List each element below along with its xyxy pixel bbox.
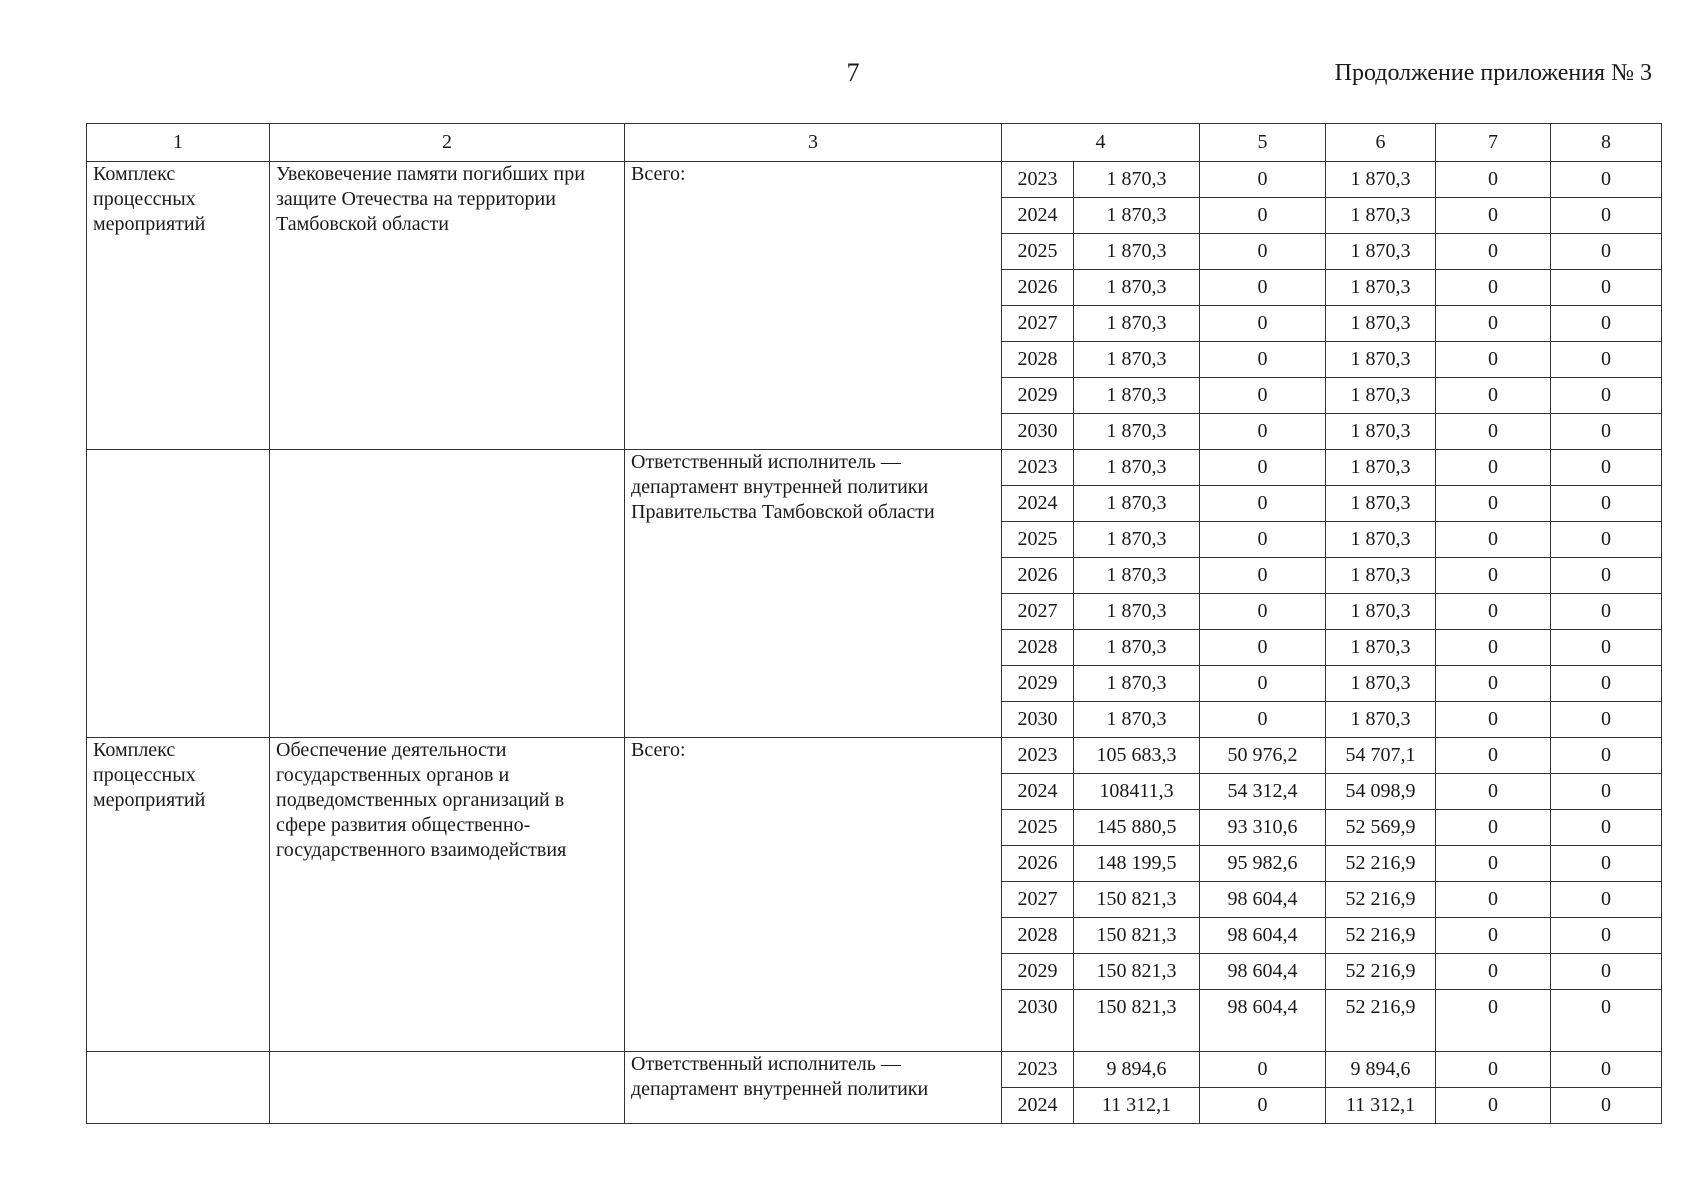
year-cell: 2024 xyxy=(1002,774,1074,810)
value-cell-6: 1 870,3 xyxy=(1326,630,1436,666)
value-cell-6: 52 216,9 xyxy=(1326,954,1436,990)
value-cell-4: 145 880,5 xyxy=(1074,810,1200,846)
value-cell-6: 54 098,9 xyxy=(1326,774,1436,810)
value-cell-7: 0 xyxy=(1436,882,1551,918)
year-cell: 2025 xyxy=(1002,810,1074,846)
value-cell-5: 0 xyxy=(1200,306,1326,342)
header-cell-8: 8 xyxy=(1551,124,1662,162)
table-row xyxy=(87,1052,1662,1088)
value-cell-7: 0 xyxy=(1436,558,1551,594)
value-cell-4: 150 821,3 xyxy=(1074,882,1200,918)
value-cell-8: 0 xyxy=(1551,846,1662,882)
value-cell-6: 52 216,9 xyxy=(1326,990,1436,1052)
value-cell-4: 1 870,3 xyxy=(1074,378,1200,414)
value-cell-8: 0 xyxy=(1551,342,1662,378)
value-cell-6: 52 216,9 xyxy=(1326,846,1436,882)
year-cell: 2026 xyxy=(1002,270,1074,306)
year-cell: 2023 xyxy=(1002,738,1074,774)
value-cell-7: 0 xyxy=(1436,702,1551,738)
value-cell-5: 0 xyxy=(1200,450,1326,486)
value-cell-7: 0 xyxy=(1436,774,1551,810)
value-cell-7: 0 xyxy=(1436,234,1551,270)
budget-table xyxy=(86,123,1662,1124)
value-cell-4: 1 870,3 xyxy=(1074,702,1200,738)
value-cell-7: 0 xyxy=(1436,846,1551,882)
year-cell: 2026 xyxy=(1002,558,1074,594)
value-cell-8: 0 xyxy=(1551,270,1662,306)
year-cell: 2030 xyxy=(1002,414,1074,450)
value-cell-4: 1 870,3 xyxy=(1074,414,1200,450)
value-cell-6: 1 870,3 xyxy=(1326,666,1436,702)
value-cell-8: 0 xyxy=(1551,198,1662,234)
value-cell-6: 1 870,3 xyxy=(1326,450,1436,486)
value-cell-8: 0 xyxy=(1551,378,1662,414)
value-cell-7: 0 xyxy=(1436,198,1551,234)
value-cell-6: 1 870,3 xyxy=(1326,378,1436,414)
value-cell-4: 1 870,3 xyxy=(1074,270,1200,306)
value-cell-6: 54 707,1 xyxy=(1326,738,1436,774)
value-cell-5: 98 604,4 xyxy=(1200,954,1326,990)
value-cell-7: 0 xyxy=(1436,630,1551,666)
value-cell-4: 1 870,3 xyxy=(1074,450,1200,486)
value-cell-6: 1 870,3 xyxy=(1326,198,1436,234)
value-cell-7: 0 xyxy=(1436,486,1551,522)
year-cell: 2030 xyxy=(1002,990,1074,1052)
value-cell-5: 93 310,6 xyxy=(1200,810,1326,846)
value-cell-4: 150 821,3 xyxy=(1074,918,1200,954)
value-cell-4: 1 870,3 xyxy=(1074,522,1200,558)
value-cell-7: 0 xyxy=(1436,270,1551,306)
program-type-cell: Комплекс процессных мероприятий xyxy=(87,162,270,450)
value-cell-8: 0 xyxy=(1551,558,1662,594)
value-cell-5: 0 xyxy=(1200,162,1326,198)
year-cell: 2027 xyxy=(1002,594,1074,630)
value-cell-7: 0 xyxy=(1436,1088,1551,1124)
value-cell-5: 0 xyxy=(1200,522,1326,558)
value-cell-6: 11 312,1 xyxy=(1326,1088,1436,1124)
value-cell-7: 0 xyxy=(1436,954,1551,990)
header-cell-4: 4 xyxy=(1002,124,1200,162)
value-cell-6: 1 870,3 xyxy=(1326,414,1436,450)
value-cell-5: 0 xyxy=(1200,558,1326,594)
value-cell-4: 1 870,3 xyxy=(1074,306,1200,342)
table-row xyxy=(87,450,1662,486)
value-cell-5: 0 xyxy=(1200,1052,1326,1088)
value-cell-6: 1 870,3 xyxy=(1326,522,1436,558)
event-name-cell: Увековечение памяти погибших при защите Отечества на территории Тамбовской области xyxy=(270,162,625,450)
header-cell-7: 7 xyxy=(1436,124,1551,162)
year-cell: 2029 xyxy=(1002,666,1074,702)
value-cell-7: 0 xyxy=(1436,306,1551,342)
value-cell-7: 0 xyxy=(1436,378,1551,414)
value-cell-7: 0 xyxy=(1436,594,1551,630)
value-cell-5: 95 982,6 xyxy=(1200,846,1326,882)
value-cell-4: 1 870,3 xyxy=(1074,594,1200,630)
value-cell-5: 0 xyxy=(1200,630,1326,666)
value-cell-8: 0 xyxy=(1551,810,1662,846)
year-cell: 2030 xyxy=(1002,702,1074,738)
value-cell-5: 0 xyxy=(1200,198,1326,234)
value-cell-6: 1 870,3 xyxy=(1326,702,1436,738)
value-cell-6: 1 870,3 xyxy=(1326,342,1436,378)
header-cell-1: 1 xyxy=(87,124,270,162)
value-cell-7: 0 xyxy=(1436,666,1551,702)
table-row xyxy=(87,162,1662,198)
year-cell: 2023 xyxy=(1002,162,1074,198)
value-cell-5: 0 xyxy=(1200,234,1326,270)
value-cell-4: 1 870,3 xyxy=(1074,666,1200,702)
value-cell-8: 0 xyxy=(1551,882,1662,918)
value-cell-8: 0 xyxy=(1551,594,1662,630)
year-cell: 2025 xyxy=(1002,234,1074,270)
value-cell-8: 0 xyxy=(1551,954,1662,990)
value-cell-8: 0 xyxy=(1551,306,1662,342)
page-caption: Продолжение приложения № 3 xyxy=(1334,60,1652,86)
value-cell-8: 0 xyxy=(1551,1052,1662,1088)
value-cell-4: 1 870,3 xyxy=(1074,234,1200,270)
value-cell-8: 0 xyxy=(1551,450,1662,486)
event-name-cell xyxy=(270,1052,625,1124)
value-cell-4: 108411,3 xyxy=(1074,774,1200,810)
executor-cell: Всего: xyxy=(625,738,1002,1052)
value-cell-5: 0 xyxy=(1200,1088,1326,1124)
value-cell-5: 98 604,4 xyxy=(1200,882,1326,918)
value-cell-4: 1 870,3 xyxy=(1074,162,1200,198)
year-cell: 2029 xyxy=(1002,378,1074,414)
value-cell-5: 0 xyxy=(1200,378,1326,414)
value-cell-6: 1 870,3 xyxy=(1326,486,1436,522)
year-cell: 2029 xyxy=(1002,954,1074,990)
value-cell-7: 0 xyxy=(1436,342,1551,378)
value-cell-8: 0 xyxy=(1551,522,1662,558)
program-type-cell xyxy=(87,450,270,738)
value-cell-8: 0 xyxy=(1551,630,1662,666)
value-cell-8: 0 xyxy=(1551,666,1662,702)
value-cell-7: 0 xyxy=(1436,738,1551,774)
year-cell: 2025 xyxy=(1002,522,1074,558)
year-cell: 2028 xyxy=(1002,918,1074,954)
value-cell-4: 11 312,1 xyxy=(1074,1088,1200,1124)
value-cell-5: 0 xyxy=(1200,342,1326,378)
value-cell-6: 1 870,3 xyxy=(1326,162,1436,198)
value-cell-8: 0 xyxy=(1551,774,1662,810)
value-cell-7: 0 xyxy=(1436,162,1551,198)
value-cell-5: 0 xyxy=(1200,486,1326,522)
header-cell-2: 2 xyxy=(270,124,625,162)
value-cell-4: 9 894,6 xyxy=(1074,1052,1200,1088)
value-cell-8: 0 xyxy=(1551,990,1662,1052)
value-cell-8: 0 xyxy=(1551,702,1662,738)
value-cell-4: 148 199,5 xyxy=(1074,846,1200,882)
value-cell-5: 98 604,4 xyxy=(1200,918,1326,954)
value-cell-7: 0 xyxy=(1436,522,1551,558)
year-cell: 2026 xyxy=(1002,846,1074,882)
value-cell-5: 0 xyxy=(1200,414,1326,450)
page-number: 7 xyxy=(846,58,860,87)
value-cell-8: 0 xyxy=(1551,1088,1662,1124)
value-cell-6: 52 216,9 xyxy=(1326,882,1436,918)
value-cell-4: 1 870,3 xyxy=(1074,342,1200,378)
value-cell-7: 0 xyxy=(1436,1052,1551,1088)
event-name-cell: Обеспечение деятельности государственных органов и подведомственных организаций в сфере развития общественно-государственного взаимодействия xyxy=(270,738,625,1052)
header-cell-3: 3 xyxy=(625,124,1002,162)
value-cell-6: 1 870,3 xyxy=(1326,234,1436,270)
value-cell-7: 0 xyxy=(1436,990,1551,1052)
year-cell: 2023 xyxy=(1002,1052,1074,1088)
year-cell: 2027 xyxy=(1002,306,1074,342)
value-cell-5: 0 xyxy=(1200,594,1326,630)
value-cell-8: 0 xyxy=(1551,738,1662,774)
table-header-row xyxy=(87,124,1662,162)
value-cell-5: 0 xyxy=(1200,702,1326,738)
value-cell-6: 1 870,3 xyxy=(1326,594,1436,630)
value-cell-4: 105 683,3 xyxy=(1074,738,1200,774)
value-cell-5: 54 312,4 xyxy=(1200,774,1326,810)
year-cell: 2027 xyxy=(1002,882,1074,918)
value-cell-6: 52 216,9 xyxy=(1326,918,1436,954)
value-cell-8: 0 xyxy=(1551,162,1662,198)
header-cell-6: 6 xyxy=(1326,124,1436,162)
value-cell-5: 0 xyxy=(1200,666,1326,702)
year-cell: 2024 xyxy=(1002,1088,1074,1124)
executor-cell: Ответственный исполнитель — департамент внутренней политики Правительства Тамбовской области xyxy=(625,450,1002,738)
value-cell-4: 1 870,3 xyxy=(1074,198,1200,234)
value-cell-4: 150 821,3 xyxy=(1074,954,1200,990)
program-type-cell: Комплекс процессных мероприятий xyxy=(87,738,270,1052)
value-cell-6: 1 870,3 xyxy=(1326,558,1436,594)
value-cell-8: 0 xyxy=(1551,486,1662,522)
value-cell-7: 0 xyxy=(1436,414,1551,450)
year-cell: 2023 xyxy=(1002,450,1074,486)
value-cell-4: 1 870,3 xyxy=(1074,486,1200,522)
value-cell-5: 0 xyxy=(1200,270,1326,306)
year-cell: 2024 xyxy=(1002,486,1074,522)
executor-cell: Ответственный исполнитель — департамент внутренней политики xyxy=(625,1052,1002,1124)
value-cell-7: 0 xyxy=(1436,450,1551,486)
executor-cell: Всего: xyxy=(625,162,1002,450)
value-cell-4: 150 821,3 xyxy=(1074,990,1200,1052)
table-body xyxy=(87,124,1662,1124)
value-cell-8: 0 xyxy=(1551,918,1662,954)
event-name-cell xyxy=(270,450,625,738)
year-cell: 2024 xyxy=(1002,198,1074,234)
header-cell-5: 5 xyxy=(1200,124,1326,162)
table-row xyxy=(87,738,1662,774)
value-cell-6: 1 870,3 xyxy=(1326,270,1436,306)
program-type-cell xyxy=(87,1052,270,1124)
value-cell-5: 98 604,4 xyxy=(1200,990,1326,1052)
value-cell-7: 0 xyxy=(1436,918,1551,954)
year-cell: 2028 xyxy=(1002,342,1074,378)
value-cell-4: 1 870,3 xyxy=(1074,630,1200,666)
value-cell-8: 0 xyxy=(1551,414,1662,450)
value-cell-6: 9 894,6 xyxy=(1326,1052,1436,1088)
year-cell: 2028 xyxy=(1002,630,1074,666)
value-cell-7: 0 xyxy=(1436,810,1551,846)
value-cell-4: 1 870,3 xyxy=(1074,558,1200,594)
value-cell-8: 0 xyxy=(1551,234,1662,270)
value-cell-6: 52 569,9 xyxy=(1326,810,1436,846)
value-cell-6: 1 870,3 xyxy=(1326,306,1436,342)
value-cell-5: 50 976,2 xyxy=(1200,738,1326,774)
